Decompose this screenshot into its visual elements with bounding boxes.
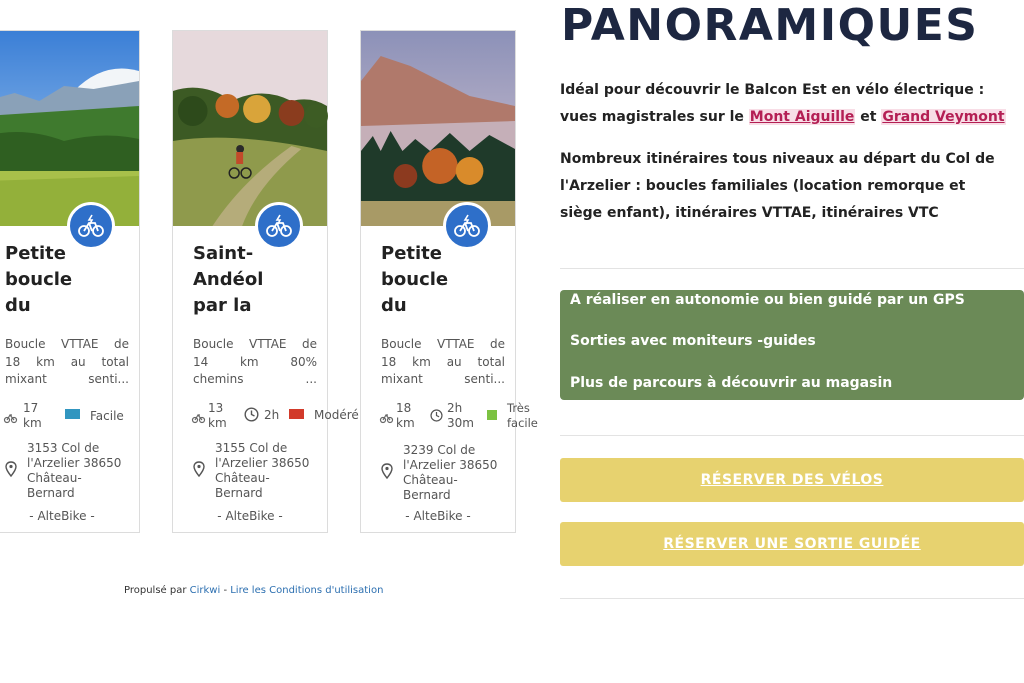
route-distance: 18 km — [396, 401, 415, 430]
route-title[interactable]: Petite boucle du — [381, 243, 449, 316]
route-difficulty: Très facile — [507, 401, 538, 430]
e-bike-icon — [78, 213, 104, 239]
section-heading: PANORAMIQUES — [561, 0, 979, 51]
route-owner: - AlteBike - — [405, 509, 471, 523]
location-pin-icon — [381, 463, 393, 479]
route-photo-3 — [361, 31, 515, 226]
location-pin-icon — [5, 461, 17, 477]
difficulty-color — [487, 410, 497, 420]
route-address: 3239 Col de l'Arzelier 38650 Château- Bernard — [403, 443, 498, 502]
route-owner: - AlteBike - — [29, 509, 95, 523]
route-card-3[interactable] — [360, 30, 538, 533]
grand-veymont-link[interactable]: Grand Veymont — [882, 109, 1005, 125]
itineraries-paragraph: Nombreux itinéraires tous niveaux au départ du Col de l'Arzelier : boucles familiales (location remorque et siège enfant), itinéraires VTTAE, itinéraires VTC — [560, 151, 995, 221]
info-item: Plus de parcours à découvrir au magasin — [570, 375, 893, 391]
distance-icon — [4, 411, 17, 424]
info-item: A réaliser en autonomie ou bien guidé par un GPS — [570, 292, 965, 308]
info-item: Sorties avec moniteurs -guides — [570, 333, 816, 349]
distance-icon — [192, 411, 205, 424]
divider — [560, 435, 1024, 436]
clock-icon — [430, 409, 443, 422]
clock-icon — [244, 407, 259, 422]
difficulty-color — [65, 409, 80, 419]
info-box — [560, 290, 1024, 400]
route-distance: 13 km — [208, 401, 227, 430]
route-owner: - AlteBike - — [217, 509, 283, 523]
route-description: Boucle VTTAE de 18 km au total mixant senti... — [5, 337, 129, 386]
route-description: Boucle VTTAE de 14 km 80% chemins ... — [193, 337, 317, 386]
location-pin-icon — [193, 461, 205, 477]
route-address: 3153 Col de l'Arzelier 38650 Château- Bernard — [27, 441, 122, 500]
route-photo-2 — [173, 31, 327, 226]
route-card-2[interactable] — [172, 30, 359, 533]
intro-paragraph: Idéal pour découvrir le Balcon Est en vélo électrique : vues magistrales sur le Mont Aiguille et Grand Veymont — [560, 82, 1005, 125]
route-difficulty: Modéré — [314, 408, 359, 422]
route-duration: 2h 30m — [447, 401, 474, 430]
cirkwi-link[interactable]: Cirkwi — [189, 585, 221, 596]
e-bike-icon — [454, 213, 480, 239]
reserve-guided-tour-button[interactable]: RÉSERVER UNE SORTIE GUIDÉE — [560, 522, 1024, 566]
route-title[interactable]: Petite boucle du — [5, 243, 73, 316]
distance-icon — [380, 411, 393, 424]
route-card-1[interactable] — [0, 30, 140, 533]
route-photo-1 — [0, 31, 139, 226]
conditions-link[interactable]: Lire les Conditions d'utilisation — [230, 585, 384, 596]
route-distance: 17 km — [23, 401, 42, 430]
route-duration: 2h — [264, 408, 280, 422]
route-address: 3155 Col de l'Arzelier 38650 Château- Bernard — [215, 441, 310, 500]
divider — [560, 268, 1024, 269]
difficulty-color — [289, 409, 304, 419]
widget-footer: Propulsé par Cirkwi - Lire les Conditions d'utilisation — [124, 585, 384, 596]
reserve-bikes-button[interactable]: RÉSERVER DES VÉLOS — [560, 458, 1024, 502]
route-difficulty: Facile — [90, 409, 124, 423]
route-title[interactable]: Saint- Andéol par la — [193, 243, 264, 316]
mont-aiguille-link[interactable]: Mont Aiguille — [749, 109, 855, 125]
divider — [560, 598, 1024, 599]
route-description: Boucle VTTAE de 18 km au total mixant senti... — [381, 337, 505, 386]
e-bike-icon — [266, 213, 292, 239]
